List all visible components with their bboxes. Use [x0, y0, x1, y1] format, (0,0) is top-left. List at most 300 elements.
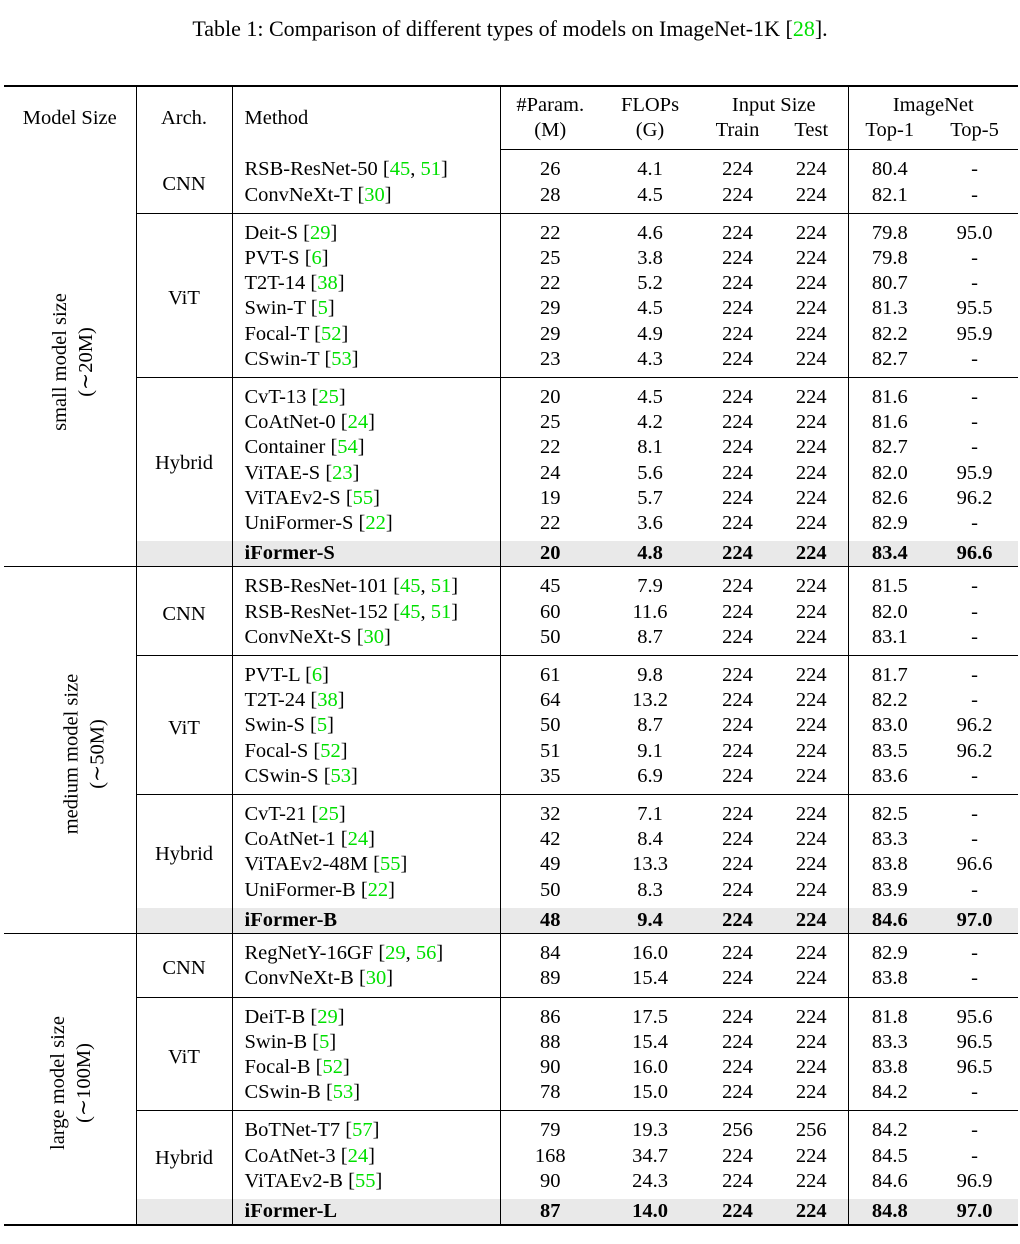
citation-bracket: [ — [360, 878, 368, 901]
caption-citation-link[interactable]: 28 — [792, 16, 815, 41]
top1-cell: 80.7 — [848, 271, 931, 296]
top5-cell: - — [971, 347, 978, 370]
top1-cell: 83.9 — [848, 878, 931, 908]
params-cell: 42 — [500, 827, 600, 852]
citation-link[interactable]: 52 — [322, 1055, 343, 1078]
method-name: ConvNeXt-B — [244, 967, 359, 990]
table-body — [4, 150, 1018, 1225]
train-size-cell: 224 — [722, 183, 753, 206]
top5-cell: - — [971, 1144, 978, 1167]
method-cell — [232, 1169, 500, 1199]
citation-link[interactable]: 53 — [330, 764, 352, 787]
method-name: Deit-S — [244, 221, 304, 244]
params-cell: 22 — [500, 435, 600, 460]
citation-link[interactable]: 29 — [385, 942, 406, 965]
model-size-group — [4, 567, 136, 934]
params-cell: 168 — [500, 1144, 600, 1169]
citation-link[interactable]: 5 — [319, 1030, 330, 1053]
train-size-cell: 224 — [722, 828, 753, 851]
method-name: CvT-13 — [244, 386, 312, 409]
test-size-cell: 224 — [775, 934, 848, 967]
method-name: RegNetY-16GF — [244, 942, 379, 965]
method-cell — [232, 625, 500, 656]
citation-separator: , — [405, 942, 416, 965]
method-name: CSwin-B — [244, 1081, 326, 1104]
top5-cell: - — [971, 878, 978, 901]
top5-cell: - — [931, 378, 1018, 411]
train-size-cell: 224 — [722, 689, 753, 712]
flops-cell: 4.3 — [637, 347, 663, 370]
citation-link[interactable]: 55 — [354, 1169, 376, 1192]
header-imagenet: ImageNet — [848, 86, 1018, 118]
citation-link[interactable]: 53 — [331, 347, 352, 370]
citation-bracket: [ — [325, 461, 333, 484]
top5-cell: 96.5 — [956, 1030, 993, 1053]
params-cell: 22 — [500, 213, 600, 246]
method-name: Container — [244, 436, 331, 459]
top5-cell: - — [931, 795, 1018, 828]
citation-bracket: [ — [304, 247, 312, 270]
flops-cell: 24.3 — [632, 1169, 668, 1192]
flops-cell: 6.9 — [637, 764, 663, 787]
model-size-group — [4, 934, 136, 1226]
top1-cell: 81.6 — [848, 410, 931, 435]
train-size-cell: 224 — [700, 567, 775, 600]
citation-bracket: ] — [384, 183, 392, 206]
method-name: T2T-14 — [244, 272, 311, 295]
arch-empty-cell — [136, 1199, 232, 1225]
citation-bracket: [ — [340, 1144, 348, 1167]
method-cell — [232, 966, 500, 997]
params-cell: 88 — [500, 1030, 600, 1055]
flops-cell: 14.0 — [600, 1199, 700, 1225]
citation-link[interactable]: 23 — [332, 461, 353, 484]
train-size-cell: 224 — [722, 436, 753, 459]
citation-bracket: [ — [314, 322, 321, 345]
method-cell — [232, 541, 500, 567]
train-size-cell: 224 — [700, 541, 775, 567]
top1-cell: 84.6 — [848, 908, 931, 934]
header-top1: Top-1 — [848, 118, 931, 150]
citation-bracket: [ — [310, 1005, 318, 1028]
citation-bracket: [ — [382, 158, 390, 181]
top5-cell: - — [931, 934, 1018, 967]
citation-bracket: [ — [311, 386, 319, 409]
citation-link[interactable]: 51 — [430, 575, 452, 598]
citation-link[interactable]: 25 — [318, 386, 339, 409]
params-cell: 49 — [500, 852, 600, 877]
header-method: Method — [232, 86, 500, 150]
top1-cell: 83.6 — [848, 764, 931, 795]
test-size-cell: 224 — [775, 213, 848, 246]
citation-bracket: ] — [373, 486, 380, 509]
test-size-cell: 224 — [795, 967, 827, 990]
method-cell — [232, 688, 500, 713]
table-row — [4, 934, 1018, 967]
citation-bracket: ] — [327, 714, 334, 737]
citation-link[interactable]: 24 — [347, 1144, 369, 1167]
method-cell — [232, 296, 500, 321]
best-row — [4, 1199, 1018, 1225]
header-params-unit: (M) — [500, 118, 600, 150]
citation-link[interactable]: 6 — [311, 247, 322, 270]
train-size-cell: 224 — [722, 600, 753, 623]
params-cell: 29 — [500, 296, 600, 321]
citation-bracket: [ — [357, 183, 365, 206]
params-cell: 48 — [500, 908, 600, 934]
method-name: CoAtNet-0 — [244, 411, 341, 434]
citation-bracket: [ — [311, 803, 319, 826]
citation-bracket: ] — [353, 1081, 361, 1104]
arch-label: ViT — [136, 213, 232, 377]
top5-cell: 96.2 — [956, 739, 993, 762]
train-size-cell: 224 — [722, 764, 753, 787]
arch-label: ViT — [136, 656, 232, 795]
params-cell: 22 — [500, 271, 600, 296]
top1-cell: 81.6 — [848, 378, 931, 411]
citation-link[interactable]: 30 — [364, 183, 385, 206]
top1-cell: 82.7 — [848, 347, 931, 378]
method-name: CSwin-S — [244, 764, 324, 787]
arch-label: CNN — [136, 150, 232, 213]
flops-cell: 4.6 — [600, 213, 700, 246]
citation-bracket: ] — [337, 272, 345, 295]
citation-link[interactable]: 45 — [399, 575, 421, 598]
params-cell: 60 — [500, 600, 600, 625]
train-size-cell: 224 — [700, 1199, 775, 1225]
params-cell: 32 — [500, 795, 600, 828]
method-cell — [232, 486, 500, 511]
citation-link[interactable]: 45 — [389, 158, 411, 181]
method-cell — [232, 1080, 500, 1111]
test-size-cell: 224 — [795, 411, 827, 434]
citation-bracket: ] — [451, 575, 459, 598]
test-size-cell: 224 — [775, 656, 848, 689]
model-size-group — [4, 150, 136, 567]
params-cell: 50 — [500, 625, 600, 656]
header-flops: FLOPs — [600, 86, 700, 118]
table-row — [4, 567, 1018, 600]
top5-cell: - — [971, 689, 978, 712]
citation-link[interactable]: 57 — [352, 1119, 373, 1142]
flops-cell: 4.5 — [637, 297, 663, 320]
method-cell — [232, 150, 500, 183]
flops-cell: 5.7 — [637, 486, 663, 509]
params-cell: 19 — [500, 486, 600, 511]
citation-link[interactable]: 55 — [352, 486, 374, 509]
top5-cell: 96.9 — [956, 1169, 993, 1192]
params-cell: 78 — [500, 1080, 600, 1111]
method-cell — [232, 827, 500, 852]
table-row — [4, 656, 1018, 689]
flops-cell: 11.6 — [632, 600, 668, 623]
flops-cell: 15.4 — [632, 1030, 668, 1053]
test-size-cell: 224 — [795, 322, 827, 345]
method-name: RSB-ResNet-152 — [244, 600, 394, 623]
test-size-cell: 224 — [775, 1199, 848, 1225]
citation-bracket: ] — [327, 297, 335, 320]
citation-link[interactable]: 29 — [317, 1005, 338, 1028]
citation-separator: , — [420, 575, 431, 598]
test-size-cell: 224 — [795, 1081, 827, 1104]
test-size-cell: 224 — [795, 1030, 827, 1053]
top5-cell: 95.9 — [956, 322, 993, 345]
test-size-cell: 224 — [795, 183, 827, 206]
flops-cell: 8.3 — [637, 878, 663, 901]
top5-cell: 96.2 — [956, 714, 993, 737]
test-size-cell: 224 — [795, 512, 827, 535]
top5-cell: - — [971, 183, 978, 206]
model-size-label — [58, 673, 110, 834]
method-name: ViTAEv2-B — [244, 1169, 349, 1192]
params-cell: 89 — [500, 966, 600, 997]
train-size-cell: 224 — [700, 213, 775, 246]
flops-cell: 3.8 — [637, 247, 663, 270]
method-cell — [232, 435, 500, 460]
top1-cell: 81.5 — [848, 567, 931, 600]
table-row — [4, 213, 1018, 246]
citation-link[interactable]: 5 — [316, 714, 328, 737]
test-size-cell: 224 — [795, 689, 827, 712]
method-name: UniFormer-S — [244, 512, 359, 535]
citation-link[interactable]: 5 — [317, 297, 328, 320]
train-size-cell: 224 — [722, 322, 753, 345]
citation-link[interactable]: 6 — [311, 664, 323, 687]
test-size-cell: 224 — [795, 347, 827, 370]
params-cell: 51 — [500, 739, 600, 764]
citation-link[interactable]: 51 — [420, 158, 441, 181]
flops-cell: 9.4 — [600, 908, 700, 934]
top1-cell: 84.2 — [848, 1111, 931, 1144]
train-size-cell: 224 — [722, 739, 753, 762]
train-size-cell: 224 — [722, 625, 753, 648]
model-size-text: medium model size — [60, 673, 83, 834]
citation-link[interactable]: 45 — [399, 600, 421, 623]
method-cell — [232, 713, 500, 738]
method-name: PVT-S — [244, 247, 305, 270]
citation-link[interactable]: 52 — [320, 322, 342, 345]
model-size-text: large model size — [46, 1015, 69, 1150]
top1-cell: 83.4 — [848, 541, 931, 567]
top1-cell: 83.0 — [848, 713, 931, 738]
method-cell — [232, 908, 500, 934]
method-name: Focal-S — [244, 739, 314, 762]
citation-link[interactable]: 22 — [367, 878, 389, 901]
train-size-cell: 224 — [722, 967, 753, 990]
citation-link[interactable]: 51 — [430, 600, 452, 623]
top5-cell: 95.0 — [931, 213, 1018, 246]
citation-bracket: [ — [310, 689, 318, 712]
citation-link[interactable]: 30 — [363, 625, 385, 648]
citation-bracket: ] — [368, 411, 375, 434]
citation-bracket: ] — [386, 967, 394, 990]
top1-cell: 82.2 — [848, 322, 931, 347]
method-name: ConvNeXt-T — [244, 183, 358, 206]
citation-link[interactable]: 30 — [365, 967, 387, 990]
model-size-range: (∼50M) — [86, 718, 109, 789]
method-cell — [232, 600, 500, 625]
header-model-size: Model Size — [4, 86, 136, 150]
test-size-cell: 224 — [795, 764, 827, 787]
top1-cell: 82.0 — [848, 461, 931, 486]
params-cell: 23 — [500, 347, 600, 378]
citation-bracket: ] — [351, 764, 358, 787]
method-name: CoAtNet-1 — [244, 828, 341, 851]
header-test: Test — [775, 118, 848, 150]
citation-bracket: ] — [352, 461, 360, 484]
method-name: BoTNet-T7 — [244, 1119, 346, 1142]
method-name: CvT-21 — [244, 803, 312, 826]
table-row — [4, 795, 1018, 828]
citation-bracket: ] — [385, 512, 393, 535]
top1-cell: 82.5 — [848, 795, 931, 828]
test-size-cell: 224 — [795, 297, 827, 320]
train-size-cell: 224 — [700, 908, 775, 934]
flops-cell: 4.2 — [637, 411, 663, 434]
top5-cell: 96.6 — [956, 853, 993, 876]
citation-link[interactable]: 38 — [317, 272, 338, 295]
top1-cell: 84.2 — [848, 1080, 931, 1111]
citation-bracket: ] — [337, 1005, 345, 1028]
citation-link[interactable]: 22 — [365, 512, 386, 535]
top5-cell: - — [971, 764, 978, 787]
train-size-cell: 224 — [722, 247, 753, 270]
top1-cell: 82.9 — [848, 511, 931, 541]
params-cell: 29 — [500, 322, 600, 347]
citation-bracket: ] — [338, 803, 346, 826]
method-cell — [232, 511, 500, 541]
citation-separator: , — [420, 600, 431, 623]
top1-cell: 82.7 — [848, 435, 931, 460]
citation-link[interactable]: 54 — [337, 436, 358, 459]
top1-cell: 83.1 — [848, 625, 931, 656]
top5-cell: 95.6 — [931, 997, 1018, 1030]
header-top5: Top-5 — [931, 118, 1018, 150]
citation-link[interactable]: 24 — [347, 828, 369, 851]
flops-cell: 16.0 — [600, 934, 700, 967]
top1-cell: 84.5 — [848, 1144, 931, 1169]
citation-bracket: [ — [310, 297, 318, 320]
test-size-cell: 224 — [795, 853, 827, 876]
header-arch: Arch. — [136, 86, 232, 150]
flops-cell: 9.1 — [637, 739, 663, 762]
top5-cell: - — [931, 656, 1018, 689]
citation-bracket: [ — [356, 625, 364, 648]
params-cell: 20 — [500, 541, 600, 567]
train-size-cell: 224 — [700, 795, 775, 828]
method-name: DeiT-B — [244, 1005, 311, 1028]
citation-bracket: ] — [384, 625, 391, 648]
citation-separator: , — [410, 158, 421, 181]
citation-bracket: [ — [325, 1081, 333, 1104]
method-name: iFormer-L — [244, 1199, 338, 1222]
citation-link[interactable]: 56 — [415, 942, 437, 965]
citation-link[interactable]: 24 — [347, 411, 369, 434]
params-cell: 28 — [500, 183, 600, 214]
method-cell — [232, 1199, 500, 1225]
citation-link[interactable]: 52 — [320, 739, 341, 762]
flops-cell: 17.5 — [600, 997, 700, 1030]
citation-bracket: ] — [388, 878, 395, 901]
params-cell: 87 — [500, 1199, 600, 1225]
top1-cell: 83.8 — [848, 1055, 931, 1080]
flops-cell: 15.4 — [632, 967, 668, 990]
params-cell: 64 — [500, 688, 600, 713]
citation-link[interactable]: 25 — [318, 803, 339, 826]
flops-cell: 34.7 — [632, 1144, 668, 1167]
method-cell — [232, 852, 500, 877]
flops-cell: 7.9 — [600, 567, 700, 600]
method-cell — [232, 1055, 500, 1080]
citation-bracket: [ — [312, 1030, 320, 1053]
method-name: Swin-S — [244, 714, 311, 737]
citation-link[interactable]: 53 — [332, 1081, 354, 1104]
params-cell: 90 — [500, 1169, 600, 1199]
method-cell — [232, 322, 500, 347]
top5-cell: 96.6 — [931, 541, 1018, 567]
flops-cell: 5.6 — [637, 461, 663, 484]
model-size-range: (∼20M) — [74, 326, 97, 397]
test-size-cell: 224 — [795, 878, 827, 901]
flops-cell: 4.8 — [600, 541, 700, 567]
train-size-cell: 224 — [700, 656, 775, 689]
top5-cell: - — [971, 625, 978, 648]
params-cell: 35 — [500, 764, 600, 795]
test-size-cell: 224 — [775, 795, 848, 828]
test-size-cell: 224 — [795, 247, 827, 270]
top5-cell: - — [971, 828, 978, 851]
top1-cell: 80.4 — [848, 150, 931, 183]
citation-bracket: ] — [322, 664, 329, 687]
method-cell — [232, 567, 500, 600]
train-size-cell: 256 — [700, 1111, 775, 1144]
train-size-cell: 224 — [722, 1169, 753, 1192]
train-size-cell: 224 — [722, 714, 753, 737]
citation-bracket: [ — [393, 600, 400, 623]
flops-cell: 3.6 — [637, 512, 663, 535]
train-size-cell: 224 — [722, 1144, 753, 1167]
flops-cell: 8.4 — [637, 828, 663, 851]
citation-bracket: [ — [358, 967, 366, 990]
citation-link[interactable]: 55 — [379, 853, 401, 876]
top5-cell: - — [971, 272, 978, 295]
top5-cell: 97.0 — [931, 1199, 1018, 1225]
train-size-cell: 224 — [722, 347, 753, 370]
top5-cell: 96.5 — [956, 1055, 993, 1078]
method-cell — [232, 934, 500, 967]
test-size-cell: 224 — [775, 908, 848, 934]
test-size-cell: 224 — [795, 714, 827, 737]
citation-bracket: [ — [303, 221, 310, 244]
citation-bracket: [ — [313, 739, 321, 762]
params-cell: 25 — [500, 246, 600, 271]
test-size-cell: 224 — [795, 486, 827, 509]
flops-cell: 16.0 — [632, 1055, 668, 1078]
top5-cell: - — [971, 512, 978, 535]
test-size-cell: 256 — [775, 1111, 848, 1144]
top1-cell: 81.7 — [848, 656, 931, 689]
top1-cell: 82.0 — [848, 600, 931, 625]
top1-cell: 83.8 — [848, 852, 931, 877]
flops-cell: 5.2 — [637, 272, 663, 295]
best-row — [4, 541, 1018, 567]
citation-link[interactable]: 29 — [309, 221, 331, 244]
citation-bracket: ] — [343, 1055, 350, 1078]
citation-link[interactable]: 38 — [317, 689, 338, 712]
method-cell — [232, 795, 500, 828]
test-size-cell: 224 — [795, 158, 827, 181]
model-size-range: (∼100M) — [72, 1042, 95, 1123]
